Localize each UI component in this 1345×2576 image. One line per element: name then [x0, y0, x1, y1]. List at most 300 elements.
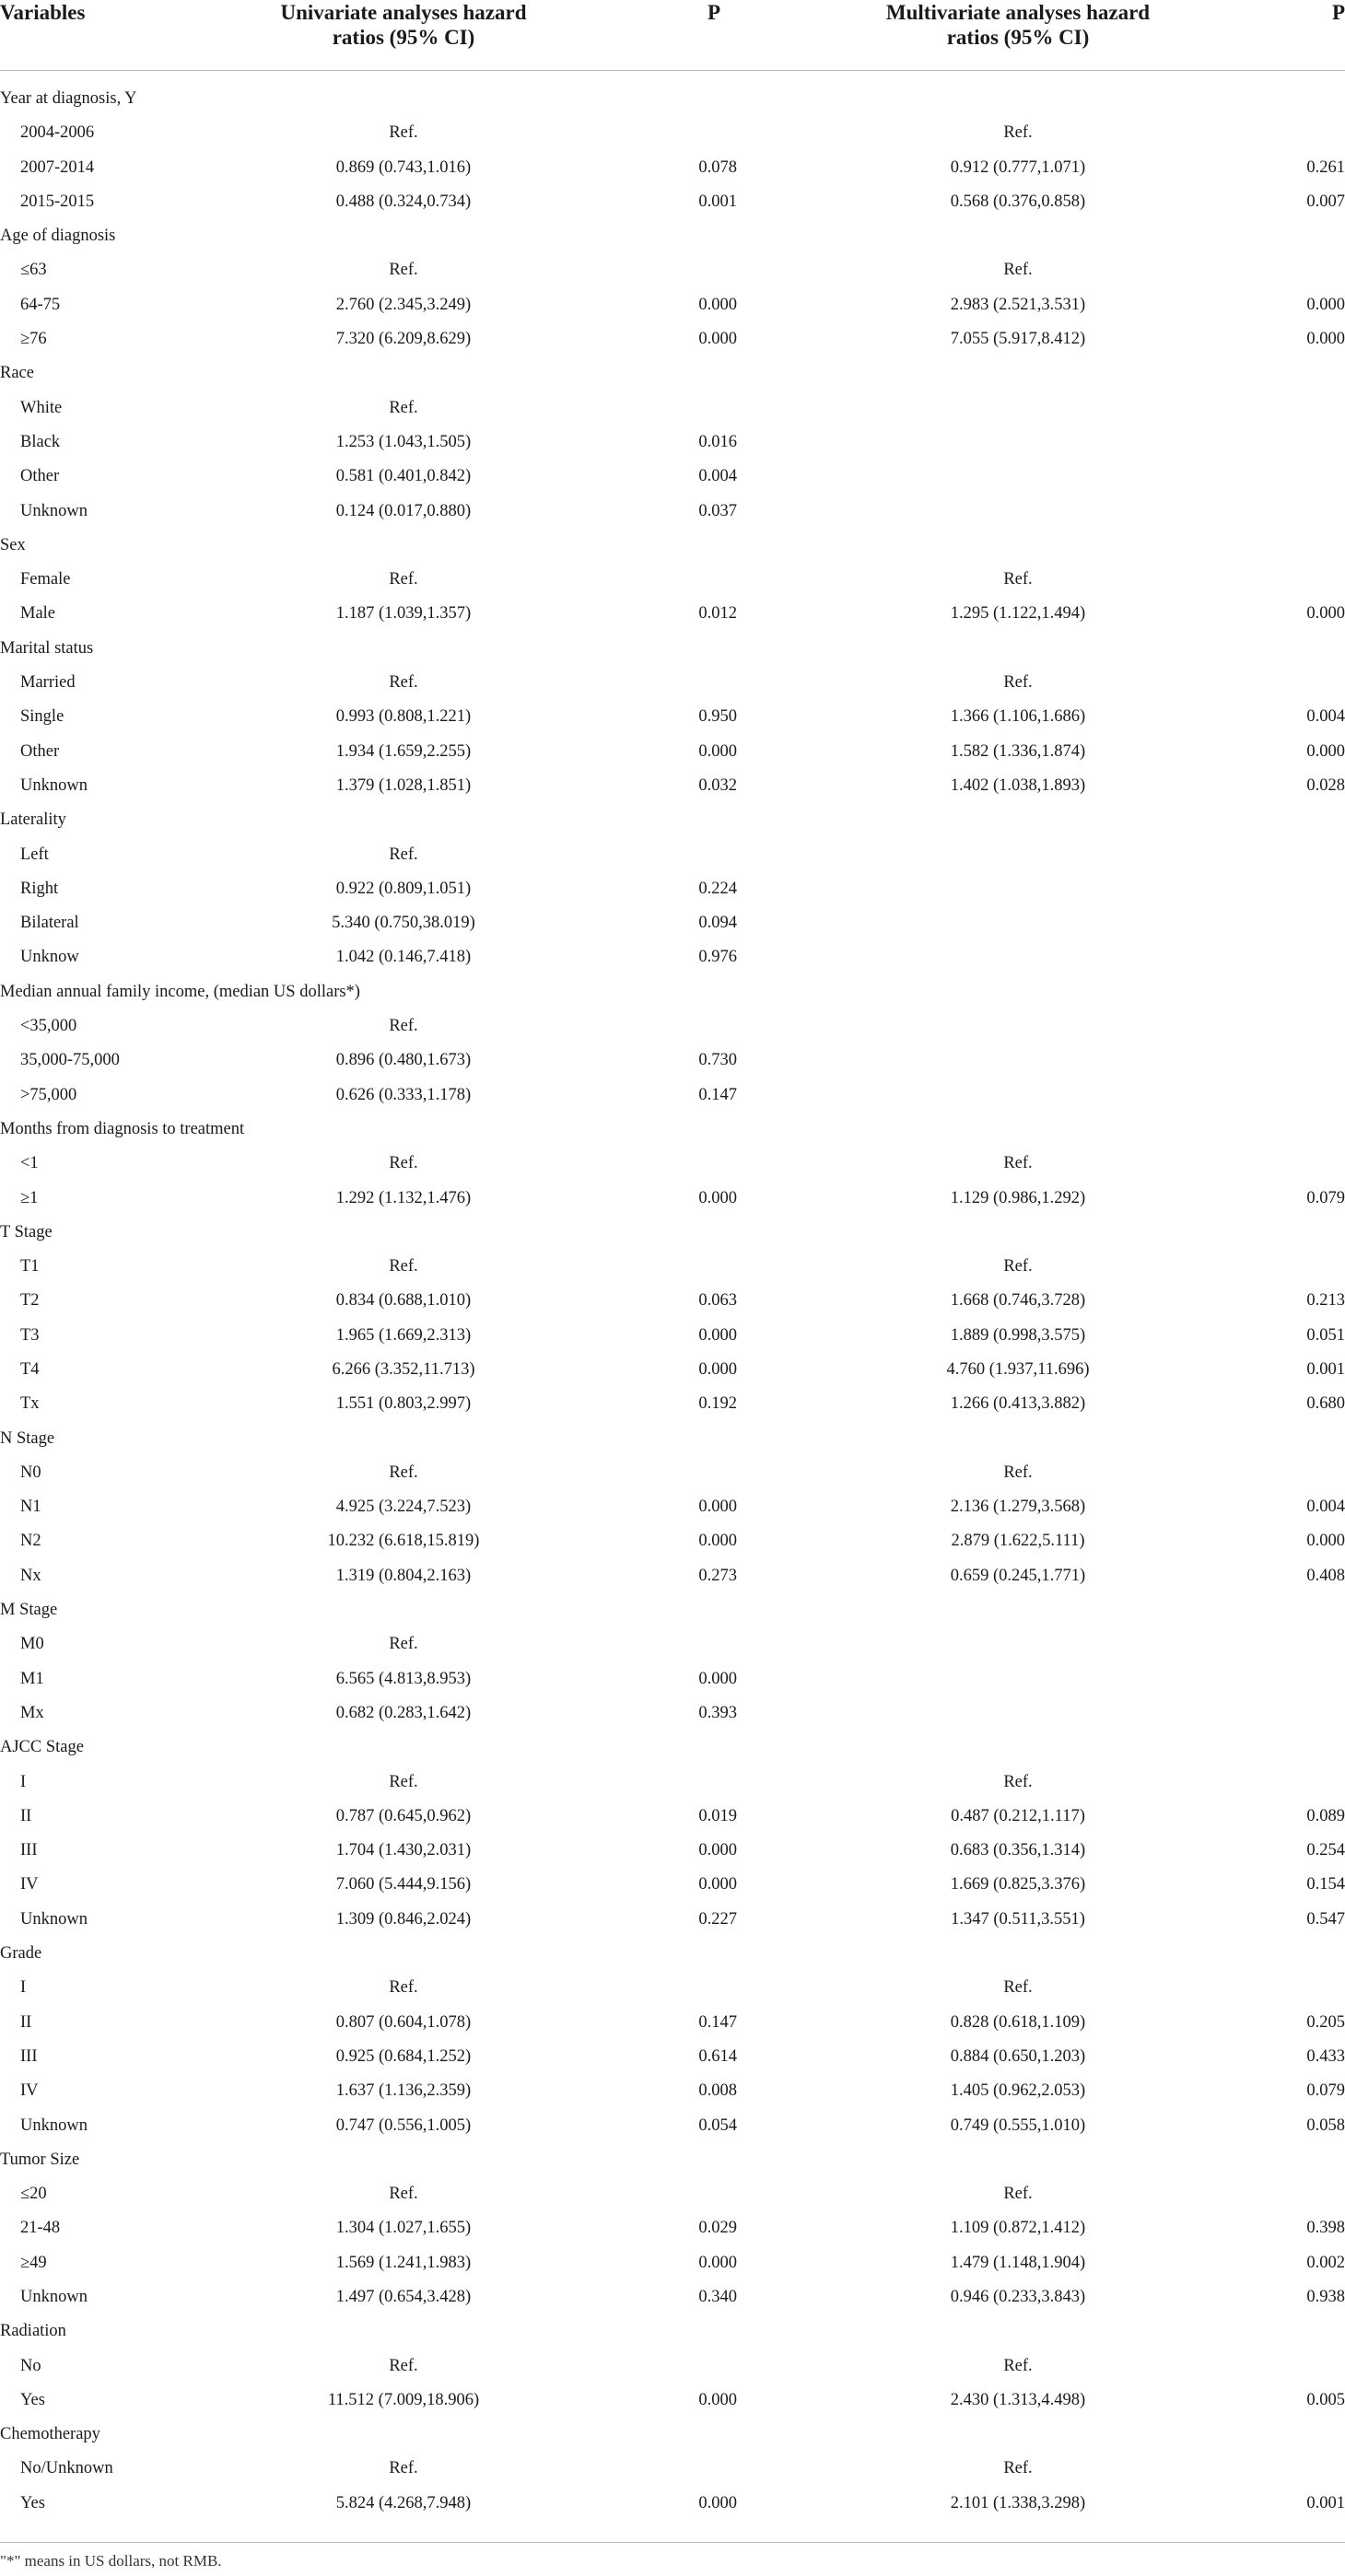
- table-row: [0, 2487, 1345, 2521]
- multivariate-hr-cell: Ref.: [1003, 673, 1033, 693]
- multivariate-hr-cell: 0.659 (0.245,1.771): [950, 1566, 1086, 1585]
- univariate-hr-cell: 1.304 (1.027,1.655): [335, 2219, 472, 2238]
- univariate-p-cell: 0.000: [698, 2390, 737, 2409]
- variable-cell: Male: [20, 604, 56, 624]
- table-row: [0, 495, 1345, 529]
- group-label-cell: Chemotherapy: [0, 2425, 100, 2444]
- group-header-row: [0, 2314, 1345, 2349]
- table-row: [0, 2006, 1345, 2040]
- univariate-hr-cell: Ref.: [389, 1463, 418, 1482]
- variable-cell: Mx: [20, 1703, 44, 1722]
- table-row: [0, 2246, 1345, 2280]
- header-multivariate: Multivariate analyses hazard ratios (95% CI): [885, 1, 1151, 49]
- univariate-p-cell: 0.000: [698, 1359, 737, 1379]
- univariate-hr-cell: 6.565 (4.813,8.953): [335, 1669, 472, 1688]
- table-row: [0, 1627, 1345, 1661]
- group-header-row: [0, 356, 1345, 390]
- table-body: [0, 82, 1345, 2521]
- multivariate-hr-cell: Ref.: [1003, 1463, 1033, 1482]
- univariate-hr-cell: 10.232 (6.618,15.819): [327, 1532, 480, 1551]
- table-bottom-rule: [0, 2542, 1345, 2543]
- multivariate-p-cell: 0.004: [1306, 707, 1345, 727]
- multivariate-hr-cell: Ref.: [1003, 2459, 1033, 2478]
- univariate-hr-cell: Ref.: [389, 1635, 418, 1654]
- multivariate-hr-cell: Ref.: [1003, 1978, 1033, 1998]
- univariate-hr-cell: 0.896 (0.480,1.673): [335, 1051, 472, 1070]
- variable-cell: Tx: [20, 1394, 40, 1414]
- variable-cell: M0: [20, 1635, 44, 1654]
- variable-cell: 64-75: [20, 295, 61, 314]
- table-row: [0, 1559, 1345, 1593]
- univariate-hr-cell: 1.569 (1.241,1.983): [335, 2253, 472, 2272]
- table-row: [0, 1903, 1345, 1937]
- multivariate-p-cell: 0.007: [1306, 192, 1345, 211]
- univariate-hr-cell: 0.834 (0.688,1.010): [335, 1291, 472, 1311]
- univariate-hr-cell: 1.253 (1.043,1.505): [335, 432, 472, 451]
- multivariate-hr-cell: 0.568 (0.376,0.858): [950, 192, 1086, 211]
- univariate-hr-cell: 1.934 (1.659,2.255): [335, 741, 472, 761]
- table-row: [0, 872, 1345, 906]
- header-p-univariate: P: [707, 1, 721, 24]
- variable-cell: Unknown: [20, 2116, 88, 2135]
- multivariate-p-cell: 0.938: [1306, 2288, 1345, 2306]
- multivariate-hr-cell: 2.983 (2.521,3.531): [950, 295, 1086, 314]
- table-row: [0, 838, 1345, 872]
- univariate-hr-cell: 0.581 (0.401,0.842): [335, 467, 472, 486]
- group-label-cell: M Stage: [0, 1601, 58, 1620]
- multivariate-hr-cell: 1.668 (0.746,3.728): [950, 1291, 1086, 1311]
- group-label-cell: Race: [0, 364, 34, 383]
- table-row: [0, 391, 1345, 425]
- multivariate-p-cell: 0.547: [1306, 1909, 1345, 1929]
- table-row: [0, 1147, 1345, 1181]
- univariate-hr-cell: Ref.: [389, 570, 418, 589]
- group-label-cell: Laterality: [0, 810, 66, 830]
- multivariate-hr-cell: 0.683 (0.356,1.314): [950, 1841, 1086, 1860]
- multivariate-hr-cell: Ref.: [1003, 123, 1033, 143]
- univariate-hr-cell: 2.760 (2.345,3.249): [335, 295, 472, 314]
- univariate-hr-cell: Ref.: [389, 2356, 418, 2375]
- variable-cell: Unknow: [20, 948, 79, 967]
- table-row: [0, 116, 1345, 150]
- table-row: [0, 151, 1345, 185]
- univariate-hr-cell: 1.379 (1.028,1.851): [335, 775, 472, 795]
- group-header-row: [0, 1422, 1345, 1456]
- multivariate-hr-cell: 0.487 (0.212,1.117): [951, 1806, 1085, 1825]
- group-label-cell: Tumor Size: [0, 2150, 80, 2169]
- univariate-hr-cell: 1.497 (0.654,3.428): [335, 2288, 472, 2306]
- group-header-row: [0, 219, 1345, 253]
- multivariate-hr-cell: 1.347 (0.511,3.551): [951, 1909, 1085, 1929]
- table-row: [0, 2211, 1345, 2245]
- univariate-p-cell: 0.000: [698, 1841, 737, 1860]
- header-univariate: Univariate analyses hazard ratios (95% CI): [280, 1, 527, 49]
- multivariate-hr-cell: 1.295 (1.122,1.494): [950, 604, 1086, 624]
- univariate-p-cell: 0.000: [698, 2493, 737, 2512]
- group-label-cell: AJCC Stage: [0, 1738, 84, 1757]
- table-row: [0, 1766, 1345, 1800]
- table-row: [0, 666, 1345, 700]
- group-label-cell: T Stage: [0, 1222, 53, 1241]
- univariate-hr-cell: 1.319 (0.804,2.163): [335, 1566, 472, 1585]
- variable-cell: N1: [20, 1498, 41, 1517]
- table-row: [0, 2040, 1345, 2074]
- table-row: [0, 597, 1345, 631]
- variable-cell: Yes: [20, 2493, 45, 2512]
- group-header-row: [0, 1216, 1345, 1250]
- univariate-hr-cell: 1.637 (1.136,2.359): [335, 2081, 472, 2101]
- table-row: [0, 1971, 1345, 2005]
- variable-cell: 21-48: [20, 2219, 61, 2238]
- variable-cell: 35,000-75,000: [20, 1051, 120, 1070]
- variable-cell: Unknown: [20, 501, 88, 520]
- header-variables: Variables: [0, 1, 86, 24]
- multivariate-hr-cell: 0.884 (0.650,1.203): [950, 2046, 1086, 2066]
- variable-cell: 2015-2015: [20, 192, 95, 211]
- univariate-p-cell: 0.000: [698, 330, 737, 349]
- univariate-p-cell: 0.147: [698, 2012, 737, 2032]
- table-row: [0, 1250, 1345, 1284]
- table-row: [0, 1043, 1345, 1078]
- multivariate-p-cell: 0.000: [1306, 295, 1345, 314]
- univariate-p-cell: 0.224: [698, 879, 737, 898]
- univariate-p-cell: 0.000: [698, 295, 737, 314]
- multivariate-hr-cell: 0.912 (0.777,1.071): [950, 157, 1086, 177]
- table-row: [0, 1009, 1345, 1043]
- variable-cell: ≥76: [20, 330, 47, 349]
- multivariate-p-cell: 0.079: [1306, 2081, 1345, 2101]
- table-row: [0, 769, 1345, 803]
- multivariate-p-cell: 0.433: [1306, 2046, 1345, 2066]
- univariate-hr-cell: Ref.: [389, 1257, 418, 1276]
- table-row: [0, 2384, 1345, 2418]
- variable-cell: IV: [20, 2081, 39, 2101]
- table-row: [0, 1834, 1345, 1868]
- multivariate-p-cell: 0.205: [1306, 2012, 1345, 2032]
- variable-cell: II: [20, 1806, 32, 1825]
- univariate-hr-cell: 0.747 (0.556,1.005): [335, 2116, 472, 2135]
- multivariate-p-cell: 0.005: [1306, 2390, 1345, 2409]
- table-row: [0, 1284, 1345, 1318]
- multivariate-hr-cell: 1.366 (1.106,1.686): [950, 707, 1086, 727]
- multivariate-p-cell: 0.004: [1306, 1498, 1345, 1517]
- univariate-hr-cell: 11.512 (7.009,18.906): [327, 2390, 480, 2409]
- variable-cell: N2: [20, 1532, 41, 1551]
- group-header-row: [0, 1593, 1345, 1627]
- univariate-hr-cell: Ref.: [389, 2185, 418, 2204]
- variable-cell: Unknown: [20, 2288, 88, 2306]
- univariate-p-cell: 0.000: [698, 1498, 737, 1517]
- table-row: [0, 1868, 1345, 1902]
- variable-cell: Other: [20, 467, 60, 486]
- univariate-hr-cell: 6.266 (3.352,11.713): [332, 1359, 475, 1379]
- univariate-p-cell: 0.000: [698, 741, 737, 761]
- group-header-row: [0, 2143, 1345, 2177]
- univariate-p-cell: 0.037: [698, 501, 737, 520]
- variable-cell: Black: [20, 432, 61, 451]
- group-header-row: [0, 2418, 1345, 2452]
- variable-cell: ≥49: [20, 2253, 47, 2272]
- table-row: [0, 563, 1345, 597]
- multivariate-hr-cell: 1.129 (0.986,1.292): [950, 1188, 1086, 1207]
- table-row: [0, 735, 1345, 769]
- univariate-p-cell: 0.016: [698, 432, 737, 451]
- univariate-p-cell: 0.032: [698, 775, 737, 795]
- univariate-p-cell: 0.000: [698, 2253, 737, 2272]
- table-row: [0, 940, 1345, 974]
- multivariate-hr-cell: 2.101 (1.338,3.298): [950, 2493, 1086, 2512]
- variable-cell: T3: [20, 1325, 40, 1345]
- table-header: [0, 0, 1345, 71]
- univariate-p-cell: 0.000: [698, 1875, 737, 1894]
- table-row: [0, 1800, 1345, 1834]
- multivariate-hr-cell: 1.266 (0.413,3.882): [950, 1394, 1086, 1414]
- univariate-p-cell: 0.614: [698, 2046, 737, 2066]
- table-row: [0, 1387, 1345, 1421]
- univariate-hr-cell: 1.965 (1.669,2.313): [335, 1325, 472, 1345]
- multivariate-p-cell: 0.408: [1306, 1566, 1345, 1585]
- multivariate-p-cell: 0.002: [1306, 2253, 1345, 2272]
- univariate-p-cell: 0.001: [698, 192, 737, 211]
- header-p-multivariate: P: [1331, 1, 1345, 24]
- multivariate-hr-cell: Ref.: [1003, 261, 1033, 280]
- univariate-hr-cell: Ref.: [389, 845, 418, 864]
- variable-cell: Yes: [20, 2390, 45, 2409]
- multivariate-p-cell: 0.000: [1306, 604, 1345, 624]
- group-label-cell: Sex: [0, 535, 26, 554]
- univariate-p-cell: 0.000: [698, 1325, 737, 1345]
- univariate-hr-cell: 0.787 (0.645,0.962): [335, 1806, 472, 1825]
- univariate-hr-cell: 0.869 (0.743,1.016): [335, 157, 472, 177]
- univariate-p-cell: 0.192: [698, 1394, 737, 1414]
- univariate-hr-cell: 1.292 (1.132,1.476): [335, 1188, 472, 1207]
- multivariate-p-cell: 0.000: [1306, 741, 1345, 761]
- variable-cell: III: [20, 1841, 38, 1860]
- multivariate-p-cell: 0.398: [1306, 2219, 1345, 2238]
- table-row: [0, 1182, 1345, 1216]
- univariate-p-cell: 0.950: [698, 707, 737, 727]
- multivariate-hr-cell: 2.879 (1.622,5.111): [951, 1532, 1085, 1551]
- variable-cell: Other: [20, 741, 60, 761]
- group-header-row: [0, 632, 1345, 666]
- multivariate-p-cell: 0.079: [1306, 1188, 1345, 1207]
- group-label-cell: Marital status: [0, 638, 94, 658]
- univariate-hr-cell: Ref.: [389, 1772, 418, 1791]
- multivariate-p-cell: 0.154: [1306, 1875, 1345, 1894]
- univariate-hr-cell: 7.320 (6.209,8.629): [335, 330, 472, 349]
- table-row: [0, 1524, 1345, 1558]
- univariate-p-cell: 0.012: [698, 604, 737, 624]
- univariate-hr-cell: 0.488 (0.324,0.734): [335, 192, 472, 211]
- multivariate-hr-cell: 4.760 (1.937,11.696): [946, 1359, 1090, 1379]
- variable-cell: No: [20, 2356, 41, 2375]
- univariate-hr-cell: 0.626 (0.333,1.178): [335, 1085, 472, 1104]
- univariate-hr-cell: Ref.: [389, 673, 418, 693]
- table-footnote: "*" means in US dollars, not RMB.: [0, 2552, 222, 2570]
- variable-cell: T1: [20, 1257, 40, 1276]
- variable-cell: T2: [20, 1291, 40, 1311]
- multivariate-hr-cell: Ref.: [1003, 1772, 1033, 1791]
- univariate-p-cell: 0.078: [698, 157, 737, 177]
- multivariate-hr-cell: 0.749 (0.555,1.010): [950, 2116, 1086, 2135]
- univariate-p-cell: 0.273: [698, 1566, 737, 1585]
- multivariate-hr-cell: Ref.: [1003, 1154, 1033, 1173]
- multivariate-hr-cell: Ref.: [1003, 2185, 1033, 2204]
- univariate-hr-cell: 0.807 (0.604,1.078): [335, 2012, 472, 2032]
- variable-cell: Nx: [20, 1566, 41, 1585]
- univariate-p-cell: 0.227: [698, 1909, 737, 1929]
- variable-cell: Right: [20, 879, 59, 898]
- univariate-p-cell: 0.008: [698, 2081, 737, 2101]
- variable-cell: <35,000: [20, 1017, 77, 1036]
- multivariate-hr-cell: 0.946 (0.233,3.843): [950, 2288, 1086, 2306]
- table-row: [0, 1662, 1345, 1696]
- variable-cell: Married: [20, 673, 76, 693]
- multivariate-hr-cell: 7.055 (5.917,8.412): [950, 330, 1086, 349]
- table-row: [0, 185, 1345, 219]
- univariate-p-cell: 0.019: [698, 1806, 737, 1825]
- univariate-hr-cell: 7.060 (5.444,9.156): [335, 1875, 472, 1894]
- variable-cell: II: [20, 2012, 32, 2032]
- variable-cell: I: [20, 1772, 27, 1791]
- multivariate-hr-cell: 2.430 (1.313,4.498): [950, 2390, 1086, 2409]
- table-row: [0, 1319, 1345, 1353]
- variable-cell: Left: [20, 845, 49, 864]
- group-header-row: [0, 975, 1345, 1009]
- univariate-p-cell: 0.094: [698, 914, 737, 933]
- table-row: [0, 460, 1345, 494]
- univariate-hr-cell: 0.922 (0.809,1.051): [335, 879, 472, 898]
- multivariate-p-cell: 0.213: [1306, 1291, 1345, 1311]
- variable-cell: M1: [20, 1669, 44, 1688]
- univariate-p-cell: 0.147: [698, 1085, 737, 1104]
- table-row: [0, 1696, 1345, 1731]
- multivariate-hr-cell: 1.889 (0.998,3.575): [950, 1325, 1086, 1345]
- univariate-p-cell: 0.000: [698, 1188, 737, 1207]
- univariate-hr-cell: Ref.: [389, 398, 418, 417]
- variable-cell: IV: [20, 1875, 39, 1894]
- variable-cell: T4: [20, 1359, 40, 1379]
- univariate-p-cell: 0.054: [698, 2116, 737, 2135]
- table-row: [0, 2349, 1345, 2384]
- variable-cell: N0: [20, 1463, 41, 1482]
- multivariate-p-cell: 0.254: [1306, 1841, 1345, 1860]
- variable-cell: III: [20, 2046, 38, 2066]
- multivariate-hr-cell: 2.136 (1.279,3.568): [950, 1498, 1086, 1517]
- multivariate-p-cell: 0.000: [1306, 330, 1345, 349]
- univariate-p-cell: 0.340: [698, 2288, 737, 2306]
- multivariate-p-cell: 0.001: [1306, 2493, 1345, 2512]
- multivariate-hr-cell: 1.582 (1.336,1.874): [950, 741, 1086, 761]
- univariate-hr-cell: 0.925 (0.684,1.252): [335, 2046, 472, 2066]
- univariate-hr-cell: Ref.: [389, 1154, 418, 1173]
- univariate-p-cell: 0.029: [698, 2219, 737, 2238]
- variable-cell: 2004-2006: [20, 123, 95, 143]
- multivariate-p-cell: 0.000: [1306, 1532, 1345, 1551]
- multivariate-hr-cell: 1.669 (0.825,3.376): [950, 1875, 1086, 1894]
- univariate-p-cell: 0.730: [698, 1051, 737, 1070]
- variable-cell: ≤63: [20, 261, 47, 280]
- univariate-hr-cell: Ref.: [389, 1978, 418, 1998]
- table-row: [0, 1078, 1345, 1113]
- univariate-hr-cell: 4.925 (3.224,7.523): [335, 1498, 472, 1517]
- univariate-p-cell: 0.976: [698, 948, 737, 967]
- variable-cell: Unknown: [20, 1909, 88, 1929]
- group-label-cell: Months from diagnosis to treatment: [0, 1119, 245, 1138]
- group-label-cell: Year at diagnosis, Y: [0, 89, 137, 108]
- table-row: [0, 2452, 1345, 2486]
- multivariate-p-cell: 0.058: [1306, 2116, 1345, 2135]
- table-row: [0, 700, 1345, 734]
- variable-cell: ≤20: [20, 2185, 47, 2204]
- univariate-p-cell: 0.393: [698, 1703, 737, 1722]
- multivariate-p-cell: 0.261: [1306, 157, 1345, 177]
- variable-cell: I: [20, 1978, 27, 1998]
- table-row: [0, 288, 1345, 322]
- multivariate-p-cell: 0.089: [1306, 1806, 1345, 1825]
- multivariate-p-cell: 0.028: [1306, 775, 1345, 795]
- table-row: [0, 322, 1345, 356]
- univariate-p-cell: 0.063: [698, 1291, 737, 1311]
- table-row: [0, 253, 1345, 287]
- multivariate-hr-cell: 1.405 (0.962,2.053): [950, 2081, 1086, 2101]
- univariate-hr-cell: 0.993 (0.808,1.221): [335, 707, 472, 727]
- table-row: [0, 425, 1345, 460]
- multivariate-p-cell: 0.680: [1306, 1394, 1345, 1414]
- variable-cell: No/Unknown: [20, 2459, 113, 2478]
- multivariate-hr-cell: 1.402 (1.038,1.893): [950, 775, 1086, 795]
- univariate-hr-cell: 1.187 (1.039,1.357): [335, 604, 472, 624]
- table-row: [0, 906, 1345, 940]
- multivariate-hr-cell: Ref.: [1003, 1257, 1033, 1276]
- variable-cell: Single: [20, 707, 64, 727]
- multivariate-hr-cell: 1.109 (0.872,1.412): [950, 2219, 1086, 2238]
- group-label-cell: Radiation: [0, 2322, 66, 2341]
- table-row: [0, 2280, 1345, 2314]
- group-header-row: [0, 529, 1345, 563]
- table-row: [0, 1490, 1345, 1524]
- table-row: [0, 2074, 1345, 2108]
- group-label-cell: Median annual family income, (median US dollars*): [0, 982, 360, 1001]
- variable-cell: Female: [20, 570, 71, 589]
- univariate-hr-cell: Ref.: [389, 261, 418, 280]
- group-header-row: [0, 1113, 1345, 1147]
- multivariate-p-cell: 0.051: [1306, 1325, 1345, 1345]
- univariate-hr-cell: Ref.: [389, 2459, 418, 2478]
- group-header-row: [0, 803, 1345, 837]
- univariate-hr-cell: 1.309 (0.846,2.024): [335, 1909, 472, 1929]
- univariate-hr-cell: 5.340 (0.750,38.019): [332, 914, 475, 933]
- group-label-cell: N Stage: [0, 1428, 55, 1448]
- variable-cell: Bilateral: [20, 914, 79, 933]
- variable-cell: White: [20, 398, 63, 417]
- multivariate-hr-cell: Ref.: [1003, 2356, 1033, 2375]
- multivariate-hr-cell: 0.828 (0.618,1.109): [950, 2012, 1086, 2032]
- group-label-cell: Grade: [0, 1944, 42, 1964]
- univariate-hr-cell: Ref.: [389, 1017, 418, 1036]
- variable-cell: >75,000: [20, 1085, 77, 1104]
- variable-cell: Unknown: [20, 775, 88, 795]
- table-row: [0, 2109, 1345, 2143]
- table-row: [0, 1353, 1345, 1387]
- univariate-hr-cell: 5.824 (4.268,7.948): [335, 2493, 472, 2512]
- variable-cell: ≥1: [20, 1188, 39, 1207]
- group-header-row: [0, 1731, 1345, 1765]
- univariate-hr-cell: Ref.: [389, 123, 418, 143]
- univariate-hr-cell: 1.042 (0.146,7.418): [335, 948, 472, 967]
- table-row: [0, 2177, 1345, 2211]
- multivariate-hr-cell: Ref.: [1003, 570, 1033, 589]
